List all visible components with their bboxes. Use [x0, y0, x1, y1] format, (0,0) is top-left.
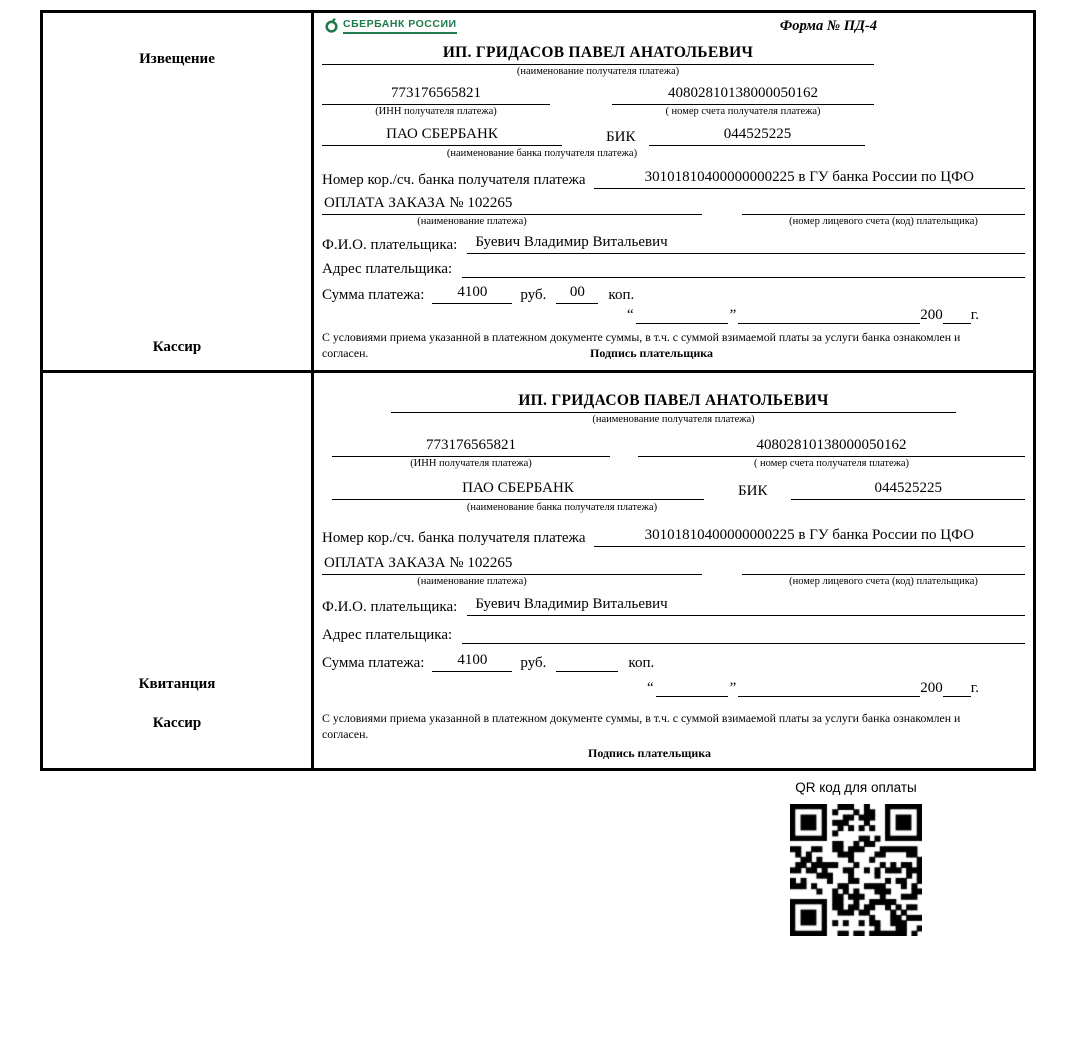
notice-body [314, 13, 1033, 370]
personal-account-caption: (номер лицевого счета (код) плательщика) [789, 575, 978, 587]
account-field [638, 437, 1025, 471]
account-value: 40802810138000050162 [612, 85, 874, 105]
payer-address-field [462, 258, 1025, 278]
payment-sum-row [322, 652, 1025, 672]
kop-label: коп. [628, 655, 655, 672]
inn-value: 773176565821 [322, 85, 550, 105]
year-suffix: г. [970, 680, 979, 697]
quote-open: “ [626, 307, 634, 324]
bik-value: 044525225 [791, 480, 1025, 500]
account-value: 40802810138000050162 [638, 437, 1025, 457]
bank-row [322, 480, 1025, 500]
recipient-title-block [322, 44, 874, 79]
notice-header-row [322, 18, 1025, 42]
personal-account-caption: (номер лицевого счета (код) плательщика) [789, 215, 978, 227]
payer-address-row [322, 624, 1025, 644]
sberbank-logo [324, 18, 457, 34]
date-year-line [943, 681, 971, 697]
date-month-line [738, 681, 920, 697]
purpose-captions-row [322, 215, 1025, 229]
notice-label: Извещение [139, 51, 215, 67]
corr-account-label: Номер кор./сч. банка получателя платежа [322, 529, 586, 546]
bank-logo-name: СБЕРБАНК РОССИИ [343, 18, 457, 30]
bank-row [322, 126, 1025, 146]
sberbank-logo-icon [324, 18, 339, 33]
corr-account-row [322, 527, 1025, 547]
receipt-label: Квитанция [138, 676, 216, 692]
payment-sum-label: Сумма платежа: [322, 287, 425, 304]
recipient-caption: (наименование получателя платежа) [516, 66, 680, 77]
personal-account-field [742, 195, 1025, 215]
signature-label: Подпись плательщика [590, 346, 713, 361]
signature-label: Подпись плательщика [588, 746, 711, 761]
payment-purpose-value: ОПЛАТА ЗАКАЗА № 102265 [322, 195, 702, 215]
inn-field [322, 85, 550, 119]
date-row [322, 680, 1025, 697]
receipt-left-pane [43, 373, 314, 768]
bik-value: 044525225 [649, 126, 865, 146]
payer-address-label: Адрес плательщика: [322, 627, 453, 644]
pd4-form [40, 10, 1036, 771]
payment-caption: (наименование платежа) [417, 575, 527, 587]
account-caption: ( номер счета получателя платежа) [665, 105, 821, 117]
payer-address-field [462, 624, 1025, 644]
payer-name-value: Буевич Владимир Витальевич [467, 234, 1025, 254]
personal-account-field [742, 555, 1025, 575]
recipient-title-block [391, 392, 956, 427]
bik-label: БИК [738, 483, 768, 500]
receipt-body [314, 373, 1033, 768]
terms-block [322, 330, 1025, 361]
payment-purpose-row [322, 195, 1025, 215]
recipient-name: ИП. ГРИДАСОВ ПАВЕЛ АНАТОЛЬЕВИЧ [391, 392, 956, 413]
quote-close: ” [729, 307, 737, 324]
payment-sum-label: Сумма платежа: [322, 655, 425, 672]
payment-purpose-value: ОПЛАТА ЗАКАЗА № 102265 [322, 555, 702, 575]
terms-text: С условиями приема указанной в платежном документе суммы, в т.ч. с суммой взимаемой платы за услуги банка ознакомлен и согласен. [322, 711, 961, 741]
quote-open: “ [646, 680, 654, 697]
kop-label: коп. [608, 287, 635, 304]
notice-section [40, 10, 1036, 373]
corr-account-row [322, 169, 1025, 189]
corr-account-value: 30101810400000000225 в ГУ банка России по ЦФО [594, 527, 1025, 547]
account-caption: ( номер счета получателя платежа) [753, 457, 910, 469]
payer-name-row [322, 234, 1025, 254]
purpose-captions-row [322, 575, 1025, 589]
inn-value: 773176565821 [332, 437, 610, 457]
payer-name-row [322, 596, 1025, 616]
form-number: Форма № ПД-4 [779, 18, 877, 34]
amount-kop-value [556, 652, 618, 672]
year-prefix: 200 [920, 307, 943, 324]
date-row [322, 307, 1025, 324]
recipient-caption: (наименование получателя платежа) [592, 414, 755, 425]
payer-name-label: Ф.И.О. плательщика: [322, 599, 458, 616]
payment-sum-row [322, 284, 1025, 304]
corr-account-label: Номер кор./сч. банка получателя платежа [322, 171, 586, 188]
amount-kop-value: 00 [556, 284, 598, 304]
year-suffix: г. [970, 307, 979, 324]
corr-account-value: 30101810400000000225 в ГУ банка России по ЦФО [594, 169, 1025, 189]
qr-label: QR код для оплаты [795, 780, 917, 795]
account-field [612, 85, 874, 119]
bik-label: БИК [606, 129, 636, 146]
notice-left-pane [43, 13, 314, 370]
date-day-line [636, 308, 728, 324]
qr-section [786, 780, 926, 936]
inn-caption: (ИНН получателя платежа) [375, 105, 497, 117]
date-day-line [656, 681, 728, 697]
bank-name-value: ПАО СБЕРБАНК [332, 480, 704, 500]
inn-caption: (ИНН получателя платежа) [410, 457, 532, 469]
inn-account-row [322, 85, 1025, 119]
payer-address-label: Адрес плательщика: [322, 261, 453, 278]
payer-name-value: Буевич Владимир Витальевич [467, 596, 1025, 616]
bank-caption: (наименование банка получателя платежа) [446, 148, 638, 160]
inn-field [332, 437, 610, 471]
bank-name-value: ПАО СБЕРБАНК [322, 126, 562, 146]
bank-logo-rule [343, 32, 457, 34]
date-month-line [738, 308, 920, 324]
date-year-line [943, 308, 971, 324]
inn-account-row [322, 437, 1025, 471]
receipt-section [40, 373, 1036, 771]
amount-rub-value: 4100 [432, 284, 512, 304]
payer-name-label: Ф.И.О. плательщика: [322, 237, 458, 254]
sberbank-logo-text [343, 18, 457, 34]
payment-purpose-row [322, 555, 1025, 575]
recipient-name: ИП. ГРИДАСОВ ПАВЕЛ АНАТОЛЬЕВИЧ [322, 44, 874, 65]
cashier-label: Кассир [152, 715, 202, 731]
qr-code [790, 804, 922, 936]
terms-text: С условиями приема указанной в платежном документе суммы, в т.ч. с суммой взимаемой платы за услуги банка ознакомлен и согласен. [322, 330, 961, 360]
bank-caption: (наименование банка получателя платежа) [466, 502, 658, 514]
payer-address-row [322, 258, 1025, 278]
amount-rub-value: 4100 [432, 652, 512, 672]
quote-close: ” [729, 680, 737, 697]
rub-label: руб. [520, 287, 547, 304]
terms-block [322, 711, 1025, 761]
cashier-label: Кассир [152, 339, 202, 355]
rub-label: руб. [520, 655, 547, 672]
year-prefix: 200 [920, 680, 943, 697]
payment-caption: (наименование платежа) [417, 215, 527, 227]
